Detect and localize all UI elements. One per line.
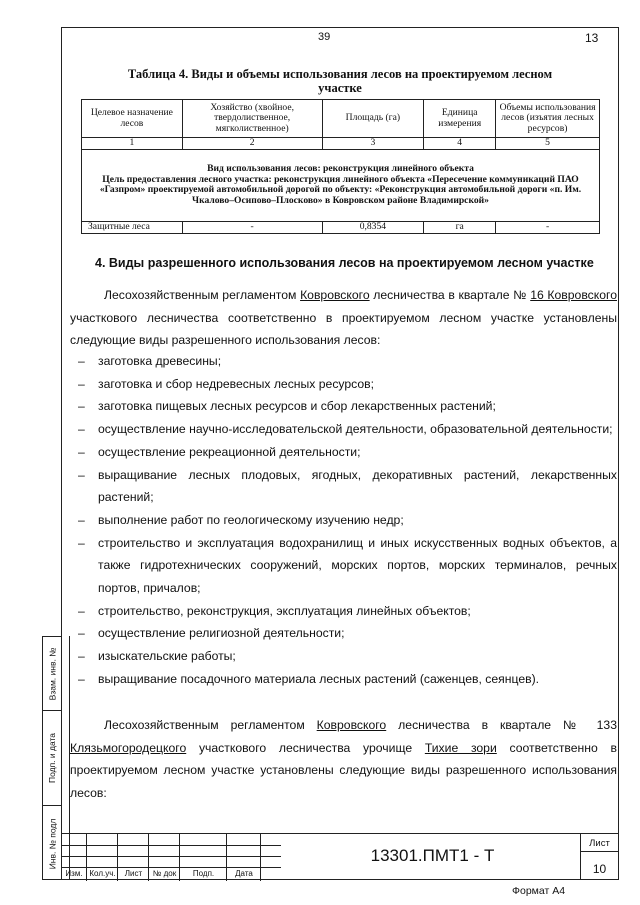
- side-stamp-inv: Инв. № подл: [47, 818, 58, 869]
- list-item: – строительство, реконструкция, эксплуатация линейных объектов;: [70, 600, 617, 623]
- label-izm: Изм.: [65, 869, 83, 878]
- section-heading: 4. Виды разрешенного использования лесов на проектируемом лесном участке: [95, 256, 594, 270]
- label-list: Лист: [124, 869, 143, 878]
- column-header: Хозяйство (хвойное, твердолиственное, мягколиственное): [182, 100, 322, 138]
- label-kol-uch: Кол.уч.: [89, 869, 116, 878]
- column-number-row: [82, 138, 600, 150]
- list-item: – заготовка древесины;: [70, 350, 617, 373]
- list-item: – выращивание посадочного материала лесных растений (саженцев, сеянцев).: [70, 668, 617, 691]
- side-stamp-podp: Подп. и дата: [43, 711, 62, 806]
- use-type: Вид использования лесов: реконструкция линейного объекта: [207, 163, 474, 174]
- sheet-label: Лист: [589, 838, 610, 849]
- list-item: – строительство и эксплуатация водохранилищ и иных искусственных водных объектов, а также гидротехнических сооружений, морских портов, морских терминалов, речных портов, причалов;: [70, 532, 617, 600]
- list-item: – изыскательские работы;: [70, 645, 617, 668]
- table-span-cell: [82, 149, 600, 221]
- paragraph-1: Лесохозяйственным регламентом Ковровского лесничества в квартале № 16 Ковровского участкового лесничества соответственно в проектируемом лесном участке установлены следующие виды разрешенного использования лесов:: [70, 288, 617, 348]
- column-header: Площадь (га): [322, 100, 424, 138]
- column-header: Единица измерения: [424, 100, 496, 138]
- table-span-row: [82, 149, 600, 221]
- sheet-number: 10: [592, 862, 607, 876]
- permitted-uses-list: [70, 350, 617, 691]
- side-stamp: [42, 636, 61, 880]
- list-item: – заготовка пищевых лесных ресурсов и сбор лекарственных растений;: [70, 395, 617, 418]
- purpose: Цель предоставления лесного участка: реконструкция линейного объекта «Пересечение коммуникаций ПАО «Газпром» проектируемой автомобильной дорогой по объекту: «Реконструкция автомобильной дороги «п. Им. Чкалово–Осипово–Плосково» в Ковровском районе Владимирской»: [99, 173, 582, 206]
- list-item: – осуществление рекреационной деятельности;: [70, 441, 617, 464]
- cell-unit: га: [424, 221, 496, 233]
- column-number: 5: [496, 138, 600, 150]
- page-number-right: 13: [585, 31, 599, 45]
- cell-farm: -: [182, 221, 322, 233]
- list-item: – заготовка и сбор недревесных лесных ресурсов;: [70, 373, 617, 396]
- list-item: – осуществление религиозной деятельности;: [70, 622, 617, 645]
- table-row: [82, 221, 600, 233]
- cell-area: 0,8354: [322, 221, 424, 233]
- table-4: [81, 99, 600, 234]
- label-data: Дата: [235, 869, 253, 878]
- column-number: 4: [424, 138, 496, 150]
- label-podp: Подп.: [192, 869, 215, 878]
- list-item: – выращивание лесных плодовых, ягодных, декоративных растений, лекарственных растений;: [70, 464, 617, 509]
- table-header-row: [82, 100, 600, 138]
- title-block-grid: [61, 834, 281, 881]
- column-number: 1: [82, 138, 183, 150]
- sheet-divider: [580, 851, 619, 852]
- list-item: – выполнение работ по геологическому изучению недр;: [70, 509, 617, 532]
- column-header: Объемы использования лесов (изъятия лесных ресурсов): [496, 100, 600, 138]
- cell-volume: -: [496, 221, 600, 233]
- page-number-top: 39: [318, 31, 331, 43]
- column-header: Целевое назначение лесов: [82, 100, 183, 138]
- cell-purpose: Защитные леса: [82, 221, 183, 233]
- column-number: 2: [182, 138, 322, 150]
- side-stamp-vzam: Взам. инв. №: [43, 637, 62, 711]
- paper-format: Формат А4: [512, 885, 566, 897]
- document-code: 13301.ПМТ1 - Т: [370, 846, 495, 865]
- table-title: Таблица 4. Виды и объемы использования лесов на проектируемом лесном участке: [127, 67, 553, 95]
- label-doc: № док: [152, 869, 177, 878]
- list-item: – осуществление научно-исследовательской деятельности, образовательной деятельности;: [70, 418, 617, 441]
- paragraph-2: Лесохозяйственным регламентом Ковровского лесничества в квартале № 133 Клязьмогородецкого участкового лесничества урочище Тихие зори соответственно в проектируемом лесном участке установлены следующие виды разрешенного использования лесов:: [70, 718, 617, 801]
- column-number: 3: [322, 138, 424, 150]
